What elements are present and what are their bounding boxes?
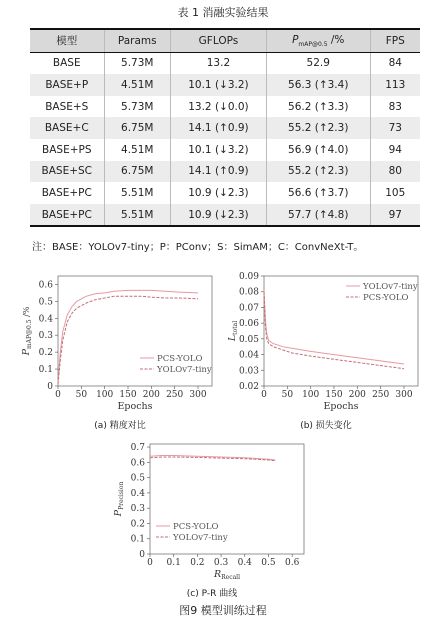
table-row — [30, 96, 420, 118]
cell-fps: 94 — [370, 139, 420, 161]
y-tick-label: 0.6 — [130, 458, 145, 469]
y-tick-label: 0.3 — [38, 331, 53, 342]
y-tick-label: 0.06 — [238, 319, 259, 330]
cell-gflops: 10.9 (↓2.3) — [171, 204, 267, 227]
x-tick-label: 200 — [142, 390, 160, 400]
x-tick-label: 300 — [395, 390, 413, 400]
chart-b — [226, 268, 426, 418]
cell-params: 4.51M — [104, 139, 170, 161]
ablation-table — [30, 28, 420, 227]
cell-fps: 80 — [370, 161, 420, 183]
y-tick-label: 0.05 — [238, 334, 259, 345]
cell-gflops: 14.1 (↑0.9) — [171, 161, 267, 183]
y-tick-label: 0.6 — [38, 280, 53, 291]
x-tick-label: 100 — [302, 390, 320, 400]
cell-fps: 83 — [370, 96, 420, 118]
cell-map: 56.2 (↑3.3) — [266, 96, 370, 118]
cell-params: 6.75M — [104, 117, 170, 139]
table-row — [30, 182, 420, 204]
table-row — [30, 161, 420, 183]
legend-label: YOLOv7-tiny — [173, 533, 228, 543]
chart-c — [112, 436, 312, 586]
x-tick-label: 50 — [75, 390, 88, 400]
y-axis-label: $L_{total}$ — [227, 320, 239, 342]
cell-map: 56.6 (↑3.7) — [266, 182, 370, 204]
y-tick-label: 0.04 — [238, 350, 259, 361]
table-row — [30, 139, 420, 161]
cell-params: 5.73M — [104, 96, 170, 118]
col-header-fps: FPS — [370, 29, 420, 52]
y-tick-label: 0.5 — [130, 473, 145, 484]
table-row — [30, 204, 420, 227]
y-tick-label: 0.4 — [130, 488, 145, 499]
legend-label: YOLOv7-tiny — [157, 365, 212, 375]
y-tick-label: 0.5 — [38, 297, 53, 308]
y-axis-label: $P_{mAP@0.5}$ /% — [21, 306, 33, 356]
x-tick-label: 150 — [119, 390, 137, 400]
x-tick-label: 150 — [325, 390, 343, 400]
panel-a-caption: (a) 精度对比 — [94, 421, 146, 431]
y-tick-label: 0 — [47, 382, 53, 392]
x-tick-label: 0.6 — [284, 558, 300, 568]
cell-model: BASE+SC — [30, 161, 104, 183]
y-tick-label: 0.2 — [130, 519, 145, 530]
x-tick-label: 100 — [96, 390, 114, 400]
cell-map: 57.7 (↑4.8) — [266, 204, 370, 227]
cell-gflops: 13.2 (↓0.0) — [171, 96, 267, 118]
x-tick-label: 0.4 — [237, 558, 252, 568]
cell-fps: 105 — [370, 182, 420, 204]
x-tick-label: 0.1 — [166, 558, 181, 568]
cell-model: BASE+PC — [41, 186, 92, 199]
chart-a — [20, 268, 220, 418]
y-tick-label: 0.2 — [38, 348, 53, 359]
x-axis-label: Epochs — [323, 401, 359, 412]
y-axis-label: $P_{Precision}$ — [113, 481, 125, 517]
y-tick-label: 0.03 — [238, 366, 259, 377]
y-tick-label: 0.08 — [238, 287, 259, 298]
legend-label: PCS-YOLO — [173, 522, 219, 532]
legend-label: PCS-YOLO — [157, 354, 203, 364]
cell-fps: 97 — [370, 204, 420, 227]
legend-label: YOLOv7-tiny — [363, 282, 418, 292]
x-tick-label: 0.2 — [190, 558, 205, 568]
col-header-gflops: GFLOPs — [171, 29, 267, 52]
cell-map: 55.2 (↑2.3) — [266, 117, 370, 139]
col-header-params: Params — [104, 29, 170, 52]
cell-map: 56.3 (↑3.4) — [266, 74, 370, 96]
cell-params: 6.75M — [104, 161, 170, 183]
table-caption: 表 1 消融实验结果 — [177, 6, 269, 19]
figure-title: 图9 模型训练过程 — [179, 604, 267, 617]
x-tick-label: 0 — [147, 558, 153, 568]
cell-params: 5.73M — [104, 52, 170, 74]
y-tick-label: 0.3 — [130, 504, 145, 515]
cell-map: 56.9 (↑4.0) — [266, 139, 370, 161]
table-row — [30, 74, 420, 96]
cell-map: 55.2 (↑2.3) — [266, 161, 370, 183]
x-tick-label: 0 — [55, 390, 61, 400]
cell-model: BASE — [52, 57, 81, 70]
y-tick-label: 0.1 — [38, 365, 53, 376]
cell-gflops: 10.1 (↓3.2) — [171, 74, 267, 96]
cell-model: BASE+PS — [42, 143, 92, 156]
y-tick-label: 0 — [139, 550, 145, 560]
cell-fps: 113 — [370, 74, 420, 96]
x-tick-label: 0.5 — [261, 558, 276, 568]
x-tick-label: 0 — [261, 390, 267, 400]
cell-map: 52.9 — [266, 52, 370, 74]
x-tick-label: 50 — [281, 390, 294, 400]
col-header-model: 模型 — [30, 29, 104, 52]
cell-model: BASE+P — [30, 74, 104, 96]
table-row — [30, 52, 420, 74]
series-line-pcs-yolo — [264, 292, 404, 369]
cell-gflops: 14.1 (↑0.9) — [171, 117, 267, 139]
cell-params: 5.51M — [104, 182, 170, 204]
table-note: 注：BASE：YOLOv7-tiny；P：PConv；S：SimAM；C：ConvNeXt-T。 — [32, 242, 364, 253]
cell-fps: 84 — [370, 52, 420, 74]
panel-b-caption: (b) 损失变化 — [300, 421, 352, 431]
cell-params: 4.51M — [104, 74, 170, 96]
cell-model: BASE+PC — [30, 204, 104, 227]
cell-model: BASE+C — [30, 117, 104, 139]
x-tick-label: 250 — [372, 390, 390, 400]
y-tick-label: 0.1 — [130, 534, 145, 545]
panel-c-caption: (c) P-R 曲线 — [186, 589, 238, 599]
x-tick-label: 0.3 — [213, 558, 229, 568]
y-tick-label: 0.02 — [238, 382, 259, 392]
cell-model: BASE+S — [45, 100, 89, 113]
cell-gflops: 10.9 (↓2.3) — [171, 182, 267, 204]
table-row — [30, 117, 420, 139]
cell-fps: 73 — [370, 117, 420, 139]
y-tick-label: 0.07 — [238, 303, 259, 314]
y-tick-label: 0.7 — [130, 443, 145, 454]
y-tick-label: 0.09 — [238, 272, 259, 282]
y-tick-label: 0.4 — [38, 314, 53, 325]
cell-gflops: 10.1 (↓3.2) — [171, 139, 267, 161]
x-tick-label: 300 — [189, 390, 207, 400]
legend-label: PCS-YOLO — [363, 293, 409, 303]
cell-gflops: 13.2 — [171, 52, 267, 74]
x-axis-label: Epochs — [117, 401, 153, 412]
cell-params: 5.51M — [104, 204, 170, 227]
x-tick-label: 200 — [348, 390, 366, 400]
x-axis-label: $R_{Recall}$ — [214, 569, 240, 581]
col-header-map: $P_{mAP@0.5}$ /% — [266, 29, 370, 52]
x-tick-label: 250 — [166, 390, 184, 400]
series-line-pcs-yolo — [150, 456, 276, 461]
